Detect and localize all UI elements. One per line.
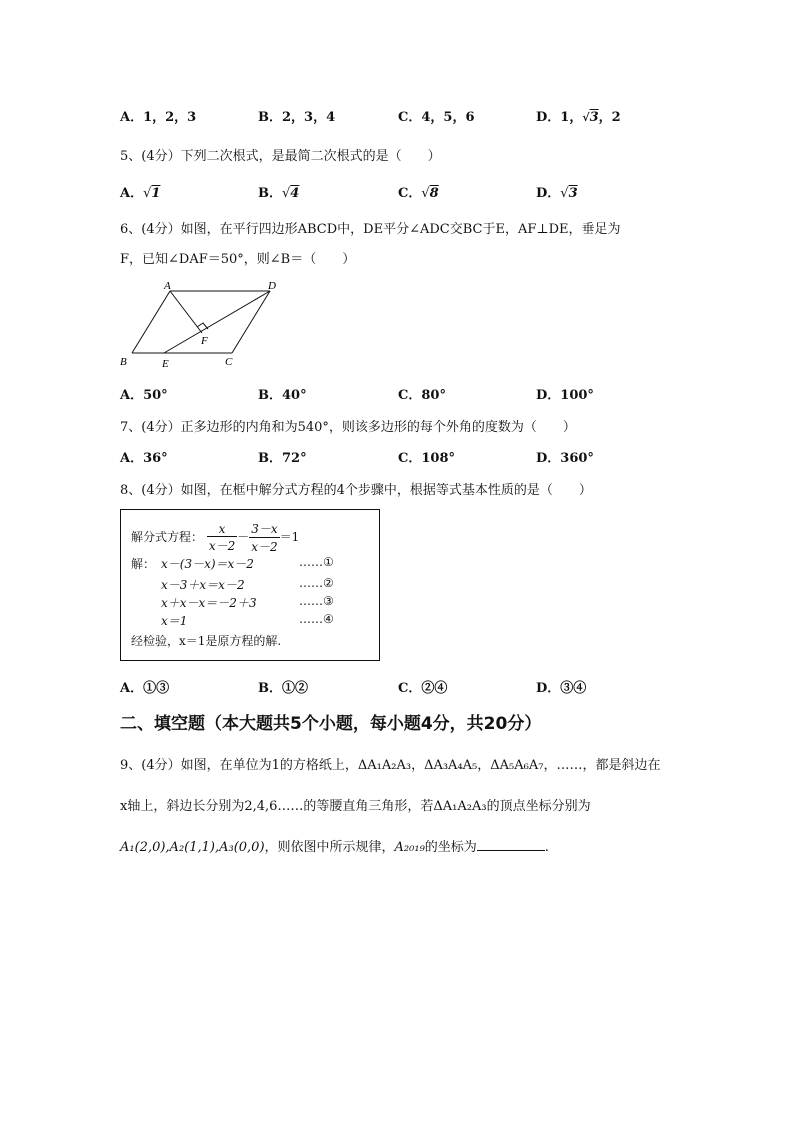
check-line: 经检验，x＝1是原方程的解. <box>131 634 282 648</box>
q4-option-c: C．4，5，6 <box>398 110 475 125</box>
q7-option-a: A．36° <box>120 451 168 466</box>
parallelogram-figure <box>112 275 292 375</box>
q7-stem: 7、(4分）正多边形的内角和为540°，则该多边形的每个外角的度数为（ ） <box>120 420 576 435</box>
step-2: x－3＋x＝x－2 <box>161 578 245 592</box>
q7-option-b: B．72° <box>258 451 307 466</box>
section-heading: 二、填空题（本大题共5个小题，每小题4分，共20分） <box>120 714 542 734</box>
step-4: x＝1 <box>161 614 188 628</box>
fraction-1: $\frac{x}{x-2}$ <box>208 521 236 553</box>
label-e: E <box>162 358 169 370</box>
q8-option-c: C．②④ <box>398 681 448 696</box>
q4-option-a: A．1，2，3 <box>120 110 197 125</box>
q4-option-d: D．1，√3，2 <box>536 110 621 125</box>
q9-line2: x轴上，斜边长分别为2,4,6……的等腰直角三角形，若ΔA₁A₂A₃的顶点坐标分别为 <box>120 799 591 814</box>
q5-option-c: C．√8 <box>398 186 439 201</box>
q8-option-d: D．③④ <box>536 681 587 696</box>
q4-option-b: B．2，3，4 <box>258 110 336 125</box>
q6-stem-line1: 6、(4分）如图，在平行四边形ABCD中，DE平分∠ADC交BC于E，AF⊥DE，垂足为 <box>120 222 621 237</box>
step-4-marker: ……④ <box>299 612 334 626</box>
label-a: A <box>164 280 171 292</box>
q9-coords: A₁(2,0),A₂(1,1),A₃(0,0) <box>120 840 265 855</box>
q6-option-a: A．50° <box>120 388 168 403</box>
label-b: B <box>120 356 127 368</box>
fraction-2: $\frac{3-x}{x-2}$ <box>251 522 278 554</box>
solve-label: 解： <box>131 557 156 571</box>
step-1-marker: ……① <box>299 555 334 569</box>
step-2-marker: ……② <box>299 576 334 590</box>
answer-blank[interactable] <box>477 838 545 851</box>
q7-option-c: C．108° <box>398 451 455 466</box>
q5-stem: 5、(4分）下列二次根式，是最简二次根式的是（ ） <box>120 149 441 164</box>
q8-option-a: A．①③ <box>120 681 170 696</box>
q9-a2019: A₂₀₁₉ <box>394 840 425 855</box>
q5-option-a: A．√1 <box>120 186 161 201</box>
q6-stem-line2: F，已知∠DAF＝50°，则∠B＝（ ） <box>120 252 356 267</box>
q8-option-b: B．①② <box>258 681 308 696</box>
q8-stem: 8、(4分）如图，在框中解分式方程的4个步骤中，根据等式基本性质的是（ ） <box>120 483 592 498</box>
label-d: D <box>268 280 276 292</box>
equation-box <box>120 509 380 661</box>
q6-option-d: D．100° <box>536 388 594 403</box>
q9-line1: 9、(4分）如图，在单位为1的方格纸上，ΔA₁A₂A₃，ΔA₃A₄A₅，ΔA₅A₆A₇，……，都是斜边在 <box>120 758 661 773</box>
q5-option-d: D．√3 <box>536 186 578 201</box>
label-f: F <box>201 335 208 347</box>
label-c: C <box>225 356 233 368</box>
q9-line3: A₁(2,0),A₂(1,1),A₃(0,0)，则依图中所示规律，A₂₀₁₉的坐标为 . <box>120 840 549 855</box>
q6-option-c: C．80° <box>398 388 446 403</box>
step-3-marker: ……③ <box>299 594 334 608</box>
step-3: x＋x－x＝－2＋3 <box>161 596 257 610</box>
q5-option-b: B．√4 <box>258 186 300 201</box>
step-1: x－(3－x)＝x－2 <box>161 557 254 571</box>
q6-option-b: B．40° <box>258 388 307 403</box>
equation-header: 解分式方程： $\frac{x}{x-2}$ － $\frac{3-x}{x-2}$ ＝1 <box>131 521 300 554</box>
q7-option-d: D．360° <box>536 451 594 466</box>
